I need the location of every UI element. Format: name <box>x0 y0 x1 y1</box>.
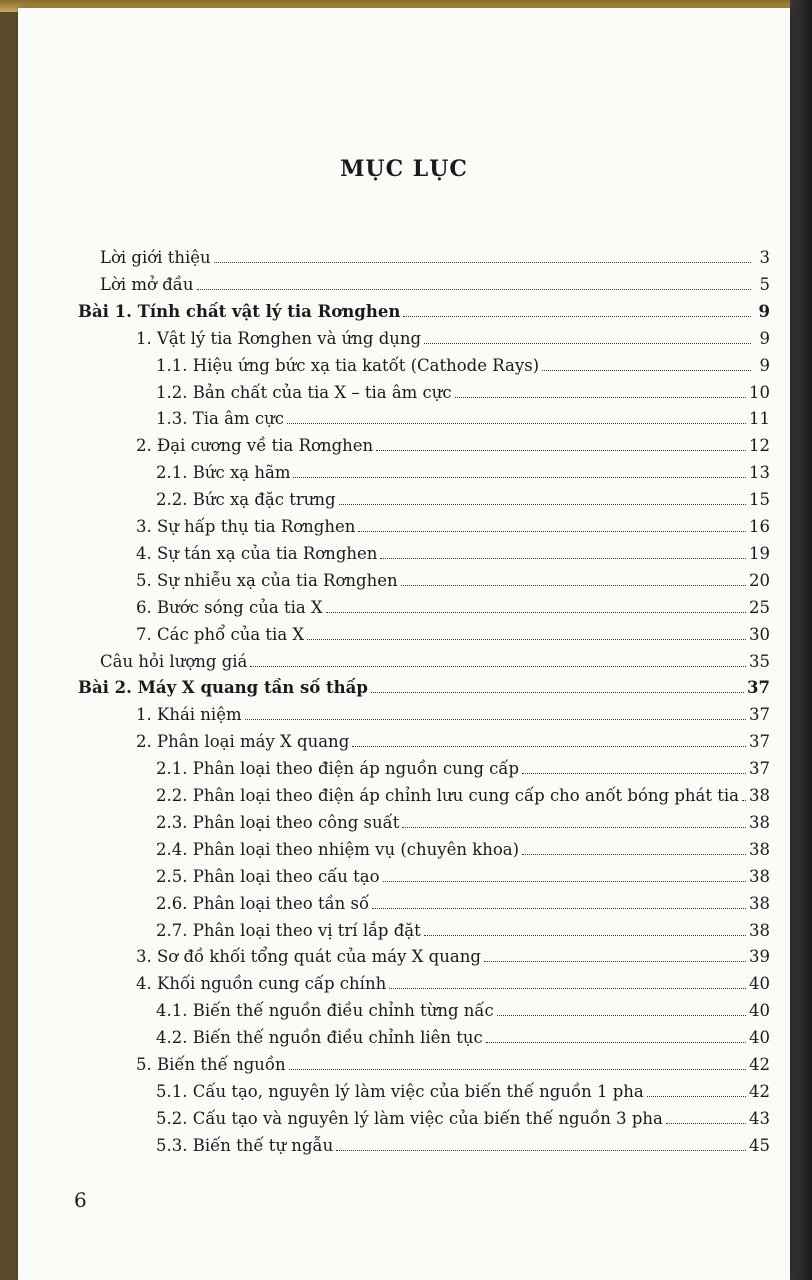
toc-leader-dots <box>403 315 751 317</box>
toc-leader-dots <box>339 503 746 505</box>
toc-entry-page: 38 <box>749 920 770 940</box>
toc-leader-dots <box>214 261 751 263</box>
toc-entry-label: 1.2. Bản chất của tia X – tia âm cực <box>156 382 452 402</box>
toc-entry <box>156 407 770 431</box>
page-title: MỤC LỤC <box>340 156 468 182</box>
toc-entry-page: 42 <box>749 1081 770 1101</box>
toc-entry-label: 2.7. Phân loại theo vị trí lắp đặt <box>156 920 421 940</box>
toc-entry <box>136 515 770 539</box>
toc-leader-dots <box>250 665 746 667</box>
toc-entry-page: 38 <box>749 786 770 805</box>
toc-leader-dots <box>287 422 746 424</box>
toc-entry-page: 37 <box>747 678 770 698</box>
toc-leader-dots <box>402 826 746 828</box>
toc-entry-page: 37 <box>749 705 770 725</box>
toc-entry-label: 2. Đại cương về tia Rơnghen <box>136 436 374 456</box>
toc-entry-label: 2.1. Bức xạ hãm <box>156 463 291 483</box>
toc-entry <box>136 1053 770 1077</box>
toc-entry-label: 1. Vật lý tia Rơnghen và ứng dụng <box>136 328 422 348</box>
toc-entry <box>156 381 770 405</box>
toc-entry <box>136 434 770 458</box>
toc-entry <box>78 300 770 324</box>
toc-entry <box>156 488 770 512</box>
toc-leader-dots <box>424 934 746 936</box>
toc-entry <box>156 461 770 485</box>
toc-entry-label: 4.2. Biến thế nguồn điều chỉnh liên tục <box>156 1028 483 1048</box>
toc-entry-page: 9 <box>759 328 770 348</box>
toc-entry-label: 5. Sự nhiễu xạ của tia Rơnghen <box>136 570 398 590</box>
toc-entry-page: 10 <box>749 382 770 402</box>
toc-leader-dots <box>424 342 751 344</box>
toc-entry-page: 3 <box>759 248 770 267</box>
toc-leader-dots <box>380 557 746 559</box>
toc-entry-label: 2.2. Phân loại theo điện áp chỉnh lưu cung cấp cho anốt bóng phát tia <box>156 786 739 805</box>
toc-leader-dots <box>336 1149 746 1151</box>
toc-entry-label: 2.4. Phân loại theo nhiệm vụ (chuyên khoa) <box>156 839 520 859</box>
toc-entry-page: 37 <box>749 732 770 752</box>
toc-leader-dots <box>289 1068 746 1070</box>
toc-entry <box>136 972 770 996</box>
toc-entry <box>156 919 770 943</box>
toc-entry-page: 13 <box>749 463 770 483</box>
toc-leader-dots <box>383 880 746 882</box>
toc-leader-dots <box>293 476 746 478</box>
toc-leader-dots <box>401 584 746 586</box>
toc-entry-label: 1.1. Hiệu ứng bức xạ tia katốt (Cathode Rays) <box>156 355 540 375</box>
toc-entry <box>136 596 770 620</box>
toc-leader-dots <box>326 611 746 613</box>
toc-entry-page: 45 <box>749 1135 770 1155</box>
toc-leader-dots <box>742 799 746 801</box>
toc-entry-label: Bài 1. Tính chất vật lý tia Rơnghen <box>78 301 401 321</box>
toc-entry-page: 20 <box>749 570 770 590</box>
toc-entry-page: 9 <box>759 355 770 375</box>
page-number: 6 <box>74 1188 87 1212</box>
toc-entry-page: 39 <box>749 947 770 967</box>
toc-leader-dots <box>197 288 751 290</box>
toc-entry-label: 5.3. Biến thế tự ngẫu <box>156 1135 334 1155</box>
toc-entry-label: 1. Khái niệm <box>136 705 242 725</box>
toc-entry-page: 40 <box>749 1001 770 1021</box>
toc-entry <box>156 1134 770 1158</box>
toc-entry-label: 2.5. Phân loại theo cấu tạo <box>156 866 380 886</box>
toc-entry-label: Lời giới thiệu <box>100 248 211 267</box>
toc-entry-label: 5.2. Cấu tạo và nguyên lý làm việc của biến thế nguồn 3 pha <box>156 1108 663 1128</box>
toc-entry-label: Bài 2. Máy X quang tần số thấp <box>78 678 368 698</box>
toc-entry <box>136 327 770 351</box>
toc-entry-label: 5.1. Cấu tạo, nguyên lý làm việc của biến thế nguồn 1 pha <box>156 1081 644 1101</box>
toc-entry-page: 12 <box>749 436 770 456</box>
toc-entry-label: 4.1. Biến thế nguồn điều chỉnh từng nấc <box>156 1001 494 1021</box>
toc-leader-dots <box>307 638 746 640</box>
toc-entry-page: 15 <box>749 490 770 510</box>
toc-entry <box>100 650 770 674</box>
toc-entry <box>136 703 770 727</box>
toc-entry-label: 3. Sự hấp thụ tia Rơnghen <box>136 517 356 536</box>
toc-entry-page: 37 <box>749 759 770 779</box>
toc-entry <box>156 757 770 781</box>
toc-leader-dots <box>666 1122 746 1124</box>
toc-entry-label: 2. Phân loại máy X quang <box>136 732 350 752</box>
toc-entry-page: 43 <box>749 1108 770 1128</box>
toc-entry-page: 16 <box>749 517 770 536</box>
document-page <box>18 8 790 1280</box>
toc-entry <box>136 542 770 566</box>
toc-leader-dots <box>484 960 746 962</box>
toc-entry <box>156 354 770 378</box>
toc-entry <box>156 784 770 808</box>
toc-entry-label: 2.1. Phân loại theo điện áp nguồn cung cấp <box>156 759 520 779</box>
toc-leader-dots <box>372 907 746 909</box>
toc-leader-dots <box>352 745 746 747</box>
toc-entry <box>78 676 770 700</box>
toc-entry <box>156 1080 770 1104</box>
toc-leader-dots <box>358 530 746 532</box>
toc-entry <box>100 273 770 297</box>
toc-entry-label: 4. Sự tán xạ của tia Rơnghen <box>136 543 378 563</box>
toc-entry-page: 30 <box>749 624 770 644</box>
toc-entry-page: 38 <box>749 812 770 832</box>
toc-entry-label: 7. Các phổ của tia X <box>136 624 305 644</box>
toc-entry-label: Câu hỏi lượng giá <box>100 651 248 671</box>
toc-entry-label: 2.6. Phân loại theo tần số <box>156 893 370 913</box>
toc-entry-label: 2.2. Bức xạ đặc trưng <box>156 490 336 510</box>
toc-entry-page: 25 <box>749 597 770 617</box>
toc-entry-page: 9 <box>758 301 770 321</box>
toc-entry <box>156 865 770 889</box>
toc-entry-label: 5. Biến thế nguồn <box>136 1055 286 1074</box>
toc-entry <box>136 623 770 647</box>
toc-leader-dots <box>371 691 744 693</box>
toc-leader-dots <box>647 1095 746 1097</box>
toc-entry-page: 5 <box>759 274 770 294</box>
book-spine-shadow <box>790 0 812 1280</box>
toc-entry-page: 38 <box>749 866 770 886</box>
toc-entry <box>156 811 770 835</box>
toc-entry-page: 42 <box>749 1055 770 1074</box>
toc-entry-label: Lời mở đầu <box>100 274 194 294</box>
toc-entry-label: 3. Sơ đồ khối tổng quát của máy X quang <box>136 947 481 967</box>
toc-leader-dots <box>376 449 746 451</box>
toc-entry <box>156 1107 770 1131</box>
toc-leader-dots <box>522 772 746 774</box>
toc-entry <box>156 838 770 862</box>
toc-leader-dots <box>542 369 751 371</box>
toc-leader-dots <box>455 396 746 398</box>
toc-leader-dots <box>245 718 746 720</box>
toc-entry <box>100 246 770 270</box>
toc-entry <box>136 945 770 969</box>
toc-entry-page: 38 <box>749 893 770 913</box>
toc-leader-dots <box>486 1041 746 1043</box>
toc-entry-label: 6. Bước sóng của tia X <box>136 597 323 617</box>
toc-entry-label: 2.3. Phân loại theo công suất <box>156 812 400 832</box>
toc-entry <box>136 730 770 754</box>
toc-entry <box>156 999 770 1023</box>
toc-leader-dots <box>497 1014 746 1016</box>
toc-entry-page: 11 <box>749 409 770 429</box>
toc-leader-dots <box>389 987 746 989</box>
toc-entry <box>136 569 770 593</box>
toc-entry-page: 35 <box>749 651 770 671</box>
toc-leader-dots <box>522 853 746 855</box>
toc-entry <box>156 1026 770 1050</box>
toc-entry-page: 19 <box>749 543 770 563</box>
toc-entry-page: 38 <box>749 839 770 859</box>
toc-entry-label: 4. Khối nguồn cung cấp chính <box>136 974 387 994</box>
toc-entry <box>156 892 770 916</box>
toc-entry-label: 1.3. Tia âm cực <box>156 409 284 429</box>
toc-entry-page: 40 <box>749 1028 770 1048</box>
toc-entry-page: 40 <box>749 974 770 994</box>
